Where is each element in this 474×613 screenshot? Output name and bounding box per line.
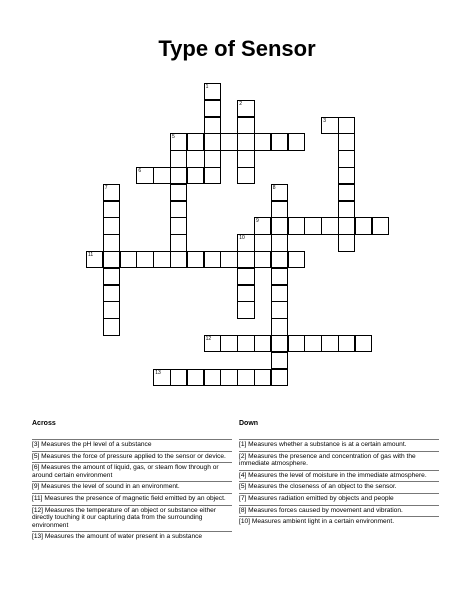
grid-cell[interactable] (271, 369, 288, 386)
clue-item: [10] Measures ambient light in a certain environment. (239, 516, 439, 528)
grid-cell[interactable] (271, 335, 288, 352)
clue-item: [3] Measures the pH level of a substance (32, 439, 232, 451)
grid-cell[interactable] (271, 251, 288, 268)
grid-cell[interactable] (103, 301, 120, 318)
grid-cell[interactable] (254, 335, 271, 352)
grid-cell[interactable] (288, 335, 305, 352)
grid-cell[interactable] (237, 234, 254, 251)
clue-number: 2 (239, 100, 242, 107)
grid-cell[interactable] (153, 369, 170, 386)
grid-cell[interactable] (338, 133, 355, 150)
clue-item: [5] Measures the force of pressure applied to the sensor or device. (32, 451, 232, 463)
clue-item: [4] Measures the level of moisture in the immediate atmosphere. (239, 470, 439, 482)
grid-cell[interactable] (304, 335, 321, 352)
grid-cell[interactable] (220, 369, 237, 386)
grid-cell[interactable] (170, 167, 187, 184)
grid-cell[interactable] (187, 167, 204, 184)
down-clues (239, 420, 439, 528)
grid-cell[interactable] (204, 369, 221, 386)
clue-number: 9 (256, 218, 259, 225)
grid-cell[interactable] (237, 100, 254, 117)
grid-cell[interactable] (321, 117, 338, 134)
grid-cell[interactable] (271, 285, 288, 302)
grid-cell[interactable] (103, 318, 120, 335)
clue-number: 7 (104, 184, 108, 191)
grid-cell[interactable] (103, 184, 120, 201)
grid-cell[interactable] (254, 251, 271, 268)
grid-cell[interactable] (153, 167, 170, 184)
grid-cell[interactable] (304, 217, 321, 234)
grid-cell[interactable] (271, 217, 288, 234)
across-heading: Across (32, 420, 56, 427)
grid-cell[interactable] (103, 234, 120, 251)
grid-cell[interactable] (187, 369, 204, 386)
grid-cell[interactable] (237, 285, 254, 302)
grid-cell[interactable] (170, 150, 187, 167)
grid-cell[interactable] (204, 167, 221, 184)
clue-item: [5] Measures the closeness of an object to the sensor. (239, 481, 439, 493)
clue-number: 11 (88, 252, 94, 258)
grid-cell[interactable] (338, 217, 355, 234)
clue-item: [6] Measures the amount of liquid, gas, or steam flow through or around certain environment (32, 462, 232, 481)
grid-cell[interactable] (288, 133, 305, 150)
grid-cell[interactable] (338, 234, 355, 251)
grid-cell[interactable] (288, 217, 305, 234)
grid-cell[interactable] (103, 268, 120, 285)
grid-cell[interactable] (271, 352, 288, 369)
grid-cell[interactable] (355, 335, 372, 352)
puzzle-title: Type of Sensor (158, 36, 316, 61)
grid-cell[interactable] (103, 251, 120, 268)
grid-cell[interactable] (338, 150, 355, 167)
grid-cell[interactable] (204, 117, 221, 134)
clue-number: 3 (323, 117, 326, 124)
grid-cell[interactable] (120, 251, 137, 268)
grid-cell[interactable] (170, 217, 187, 234)
clue-item: [1] Measures whether a substance is at a certain amount. (239, 439, 439, 451)
grid-cell[interactable] (170, 201, 187, 218)
grid-cell[interactable] (170, 369, 187, 386)
grid-cell[interactable] (271, 234, 288, 251)
grid-cell[interactable] (237, 251, 254, 268)
grid-cell[interactable] (237, 268, 254, 285)
grid-cell[interactable] (237, 117, 254, 134)
grid-cell[interactable] (86, 251, 103, 268)
grid-cell[interactable] (338, 201, 355, 218)
grid-cell[interactable] (355, 217, 372, 234)
grid-cell[interactable] (220, 133, 237, 150)
grid-cell[interactable] (254, 369, 271, 386)
grid-cell[interactable] (372, 217, 389, 234)
down-heading: Down (239, 420, 259, 427)
clue-item: [13] Measures the amount of water present in a substance (32, 531, 232, 543)
clue-number: 6 (138, 168, 142, 174)
grid-cell[interactable] (254, 133, 271, 150)
grid-cell[interactable] (338, 117, 355, 134)
grid-cell[interactable] (237, 150, 254, 167)
grid-cell[interactable] (204, 83, 221, 100)
clue-number: 12 (205, 336, 212, 342)
grid-cell[interactable] (153, 251, 170, 268)
grid-cell[interactable] (204, 100, 221, 117)
clue-item: [11] Measures the presence of magnetic field emitted by an object. (32, 493, 232, 505)
grid-cell[interactable] (204, 335, 221, 352)
grid-cell[interactable] (170, 234, 187, 251)
grid-cell[interactable] (220, 335, 237, 352)
grid-cell[interactable] (338, 335, 355, 352)
grid-cell[interactable] (103, 285, 120, 302)
clue-number: 1 (205, 84, 209, 90)
grid-cell[interactable] (271, 268, 288, 285)
grid-cell[interactable] (170, 184, 187, 201)
clue-item: [2] Measures the presence and concentration of gas with the immediate atmosphere. (239, 451, 439, 470)
grid-cell[interactable] (170, 133, 187, 150)
grid-cell[interactable] (338, 184, 355, 201)
grid-cell[interactable] (220, 251, 237, 268)
clue-number: 8 (272, 184, 276, 191)
grid-cell[interactable] (237, 133, 254, 150)
grid-cell[interactable] (271, 318, 288, 335)
grid-cell[interactable] (170, 251, 187, 268)
grid-cell[interactable] (204, 251, 221, 268)
grid-cell[interactable] (204, 133, 221, 150)
grid-cell[interactable] (321, 335, 338, 352)
clue-item: [9] Measures the level of sound in an environment. (32, 481, 232, 493)
grid-cell[interactable] (338, 167, 355, 184)
grid-cell[interactable] (187, 251, 204, 268)
across-clues (32, 420, 232, 543)
grid-cell[interactable] (136, 251, 153, 268)
grid-cell[interactable] (237, 335, 254, 352)
clue-item: [12] Measures the temperature of an object or substance either directly touching it our capturing data from the surrounding environment (32, 505, 232, 532)
grid-cell[interactable] (136, 167, 153, 184)
grid-cell[interactable] (288, 251, 305, 268)
clue-item: [8] Measures forces caused by movement and vibration. (239, 505, 439, 517)
grid-cell[interactable] (237, 301, 254, 318)
grid-cell[interactable] (271, 133, 288, 150)
grid-cell[interactable] (237, 369, 254, 386)
grid-cell[interactable] (237, 167, 254, 184)
clue-number: 10 (239, 235, 245, 242)
grid-cell[interactable] (271, 184, 288, 201)
clue-item: [7] Measures radiation emitted by objects and people (239, 493, 439, 505)
grid-cell[interactable] (103, 217, 120, 234)
grid-cell[interactable] (271, 201, 288, 218)
grid-cell[interactable] (103, 201, 120, 218)
clue-number: 5 (172, 134, 175, 141)
grid-cell[interactable] (187, 133, 204, 150)
grid-cell[interactable] (254, 217, 271, 234)
grid-cell[interactable] (204, 150, 221, 167)
grid-cell[interactable] (321, 217, 338, 234)
clue-number: 13 (155, 369, 161, 376)
grid-cell[interactable] (271, 301, 288, 318)
